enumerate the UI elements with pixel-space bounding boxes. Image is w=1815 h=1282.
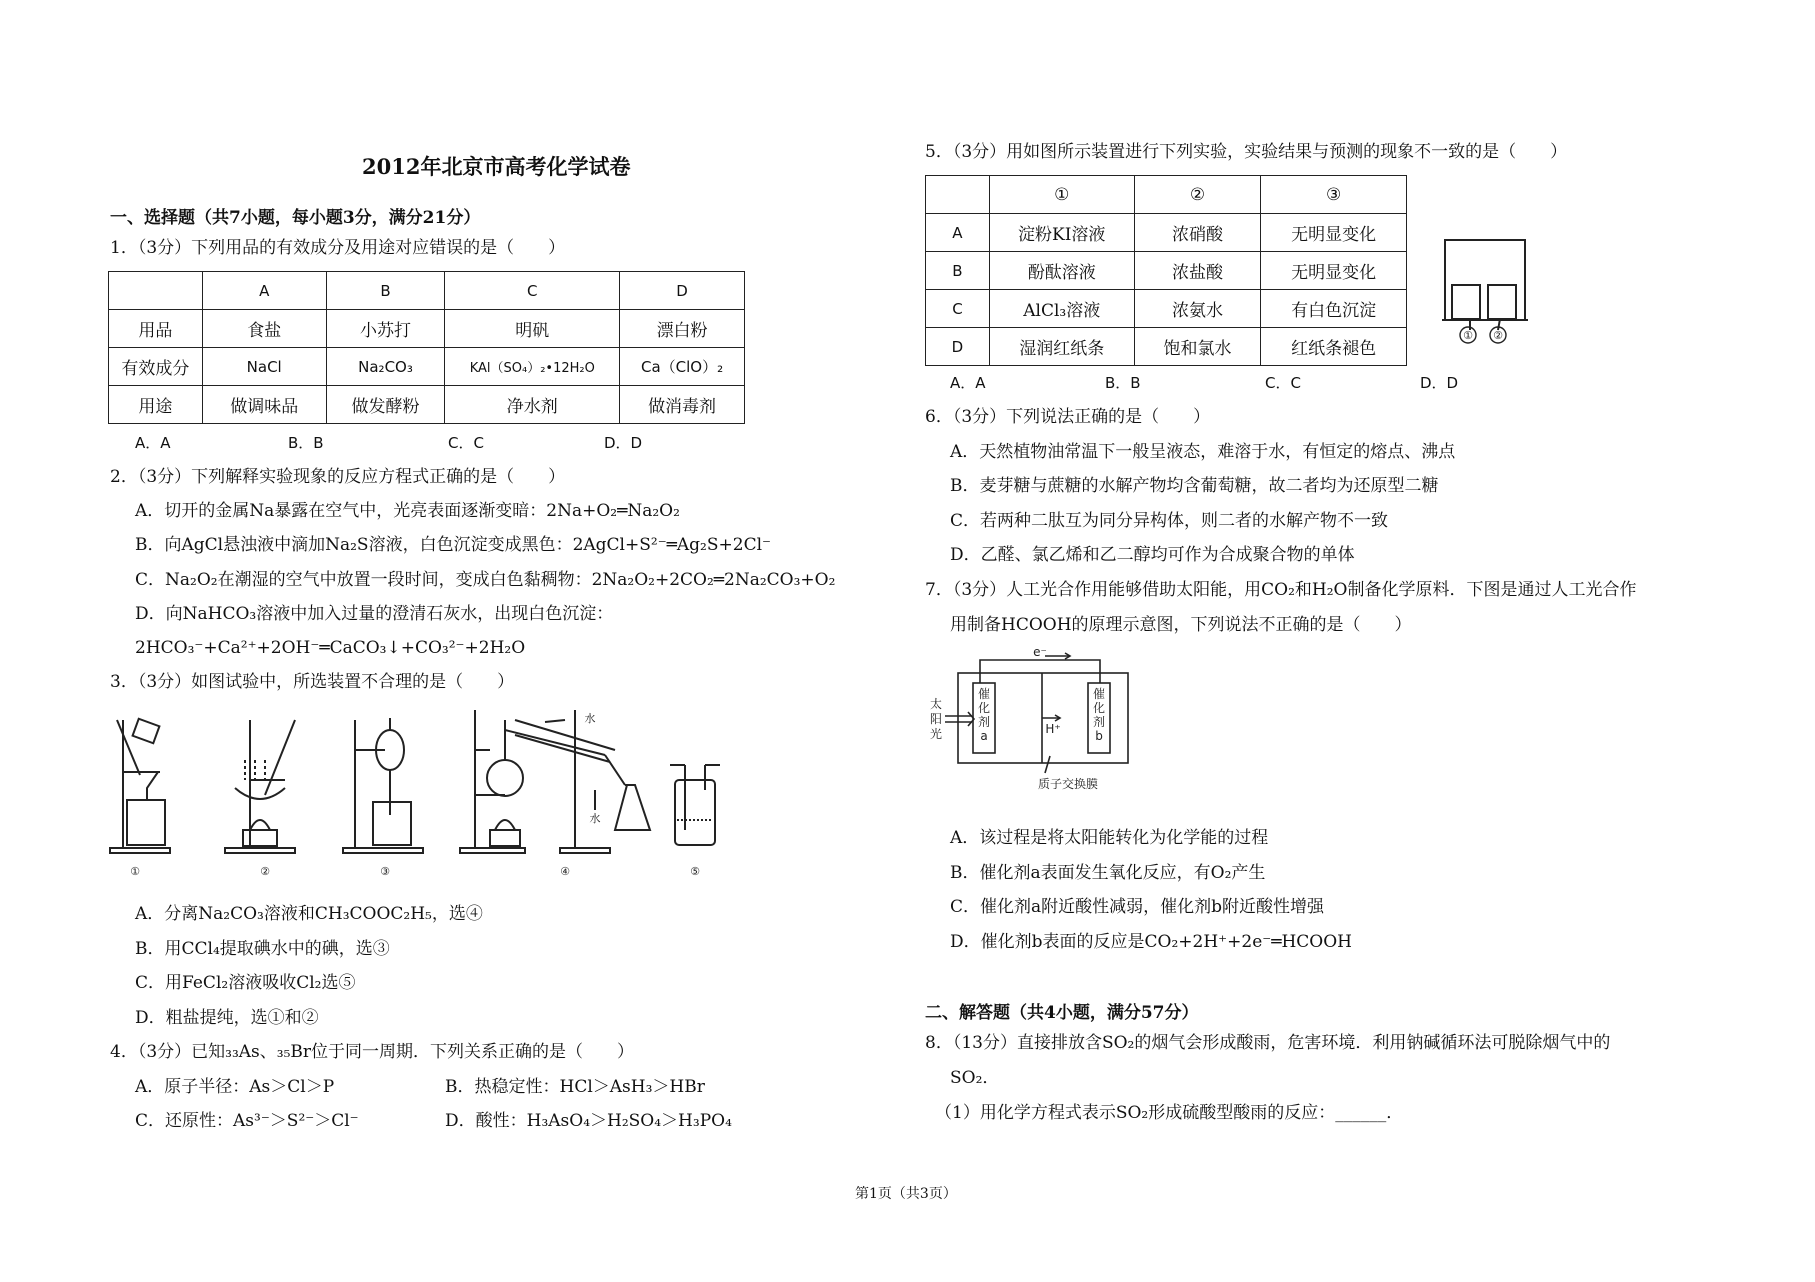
table-cell: D bbox=[620, 272, 745, 310]
catalyst-a-char: a bbox=[980, 729, 988, 743]
q5-option-d: D．D bbox=[1420, 374, 1459, 392]
beaker-label-1: ① bbox=[1463, 329, 1473, 342]
apparatus-label-3: ③ bbox=[380, 865, 390, 878]
q5-apparatus-figure bbox=[1440, 235, 1530, 350]
table-cell: ① bbox=[989, 176, 1134, 214]
q2-option-d: D．向NaHCO₃溶液中加入过量的澄清石灰水，出现白色沉淀： bbox=[135, 604, 614, 624]
catalyst-b-char: 化 bbox=[1092, 701, 1106, 715]
table-cell: 漂白粉 bbox=[620, 310, 745, 348]
apparatus-gas-washing-bottle bbox=[670, 765, 720, 845]
catalyst-a-char: 催 bbox=[977, 687, 991, 701]
q2-option-c: C．Na₂O₂在潮湿的空气中放置一段时间，变成白色黏稠物：2Na₂O₂+2CO₂═2Na₂CO₃+O₂ bbox=[135, 570, 836, 590]
q6-option-a: A．天然植物油常温下一般呈液态，难溶于水，有恒定的熔点、沸点 bbox=[950, 442, 1456, 462]
catalyst-b-char: 剂 bbox=[1092, 715, 1106, 729]
q1-option-c: C．C bbox=[448, 434, 484, 452]
q7-stem-line1: 7．（3分）人工光合作用能够借助太阳能，用CO₂和H₂O制备化学原料．下图是通过人工光合作 bbox=[925, 580, 1637, 600]
q5-option-b: B．B bbox=[1105, 374, 1141, 392]
q1-option-a: A．A bbox=[135, 434, 171, 452]
table-cell: D bbox=[926, 328, 990, 366]
table-row bbox=[926, 328, 1407, 366]
sunlight-label-3: 光 bbox=[929, 727, 943, 741]
electron-label: e⁻ bbox=[1033, 648, 1047, 659]
table-cell: 食盐 bbox=[202, 310, 326, 348]
table-cell: 红纸条褪色 bbox=[1261, 328, 1407, 366]
q4-option-c: C．还原性：As³⁻＞S²⁻＞Cl⁻ bbox=[135, 1111, 359, 1131]
table-cell: C bbox=[445, 272, 620, 310]
table-cell bbox=[109, 272, 203, 310]
table-row bbox=[926, 214, 1407, 252]
section-1-heading: 一、选择题（共7小题，每小题3分，满分21分） bbox=[110, 208, 481, 228]
catalyst-b-char: 催 bbox=[1092, 687, 1106, 701]
apparatus-label-1: ① bbox=[130, 865, 140, 878]
table-cell: 小苏打 bbox=[326, 310, 445, 348]
table-cell: 酚酞溶液 bbox=[989, 252, 1134, 290]
table-cell: 净水剂 bbox=[445, 386, 620, 424]
apparatus-label-2: ② bbox=[260, 865, 270, 878]
table-cell: Ca（ClO）₂ bbox=[620, 348, 745, 386]
table-cell: Na₂CO₃ bbox=[326, 348, 445, 386]
page-footer: 第1页（共3页） bbox=[855, 1186, 957, 1202]
apparatus-label-4: ④ bbox=[560, 865, 570, 878]
q7-photosynthesis-figure bbox=[920, 648, 1140, 798]
membrane-label: 质子交换膜 bbox=[1037, 777, 1099, 791]
q8-stem-line2: SO₂． bbox=[950, 1068, 1000, 1088]
water-out-label: 水 bbox=[584, 712, 596, 725]
q1-option-d: D．D bbox=[604, 434, 643, 452]
table-cell: A bbox=[926, 214, 990, 252]
q6-option-b: B．麦芽糖与蔗糖的水解产物均含葡萄糖，故二者均为还原型二糖 bbox=[950, 476, 1439, 496]
q7-option-a: A．该过程是将太阳能转化为化学能的过程 bbox=[950, 828, 1269, 848]
section-2-heading: 二、解答题（共4小题，满分57分） bbox=[925, 1003, 1199, 1023]
apparatus-separatory-funnel bbox=[343, 718, 423, 853]
table-cell: ② bbox=[1134, 176, 1261, 214]
catalyst-b-char: b bbox=[1095, 729, 1103, 743]
table-cell: 有白色沉淀 bbox=[1261, 290, 1407, 328]
table-cell: 用途 bbox=[109, 386, 203, 424]
q2-option-b: B．向AgCl悬浊液中滴加Na₂S溶液，白色沉淀变成黑色：2AgCl+S²⁻═Ag₂S+2Cl⁻ bbox=[135, 535, 771, 555]
q5-table bbox=[925, 175, 1407, 366]
q7-stem-line2: 用制备HCOOH的原理示意图，下列说法不正确的是（ ） bbox=[950, 615, 1412, 635]
apparatus-distillation bbox=[460, 710, 650, 853]
table-cell: KAl（SO₄）₂•12H₂O bbox=[445, 348, 620, 386]
apparatus-evaporation bbox=[225, 720, 295, 853]
table-cell: 用品 bbox=[109, 310, 203, 348]
q3-apparatus-figure bbox=[105, 700, 755, 885]
table-cell: A bbox=[202, 272, 326, 310]
table-cell: 淀粉KI溶液 bbox=[989, 214, 1134, 252]
q2-stem: 2．（3分）下列解释实验现象的反应方程式正确的是（ ） bbox=[110, 467, 566, 487]
table-cell: ③ bbox=[1261, 176, 1407, 214]
table-cell: 饱和氯水 bbox=[1134, 328, 1261, 366]
q8-subquestion-1: （1）用化学方程式表示SO₂形成硫酸型酸雨的反应：______． bbox=[935, 1103, 1404, 1123]
table-cell bbox=[926, 176, 990, 214]
table-cell: 浓硝酸 bbox=[1134, 214, 1261, 252]
table-header-row bbox=[926, 176, 1407, 214]
q4-option-a: A．原子半径：As＞Cl＞P bbox=[135, 1077, 335, 1097]
table-row bbox=[109, 348, 745, 386]
water-in-label: 水 bbox=[589, 812, 601, 825]
table-cell: 浓氨水 bbox=[1134, 290, 1261, 328]
table-cell: 做调味品 bbox=[202, 386, 326, 424]
table-cell: 湿润红纸条 bbox=[989, 328, 1134, 366]
apparatus-label-5: ⑤ bbox=[690, 865, 700, 878]
beaker-label-2: ② bbox=[1493, 329, 1503, 342]
q3-option-b: B．用CCl₄提取碘水中的碘，选③ bbox=[135, 939, 390, 959]
catalyst-a-char: 化 bbox=[977, 701, 991, 715]
table-cell: 做消毒剂 bbox=[620, 386, 745, 424]
q3-option-c: C．用FeCl₂溶液吸收Cl₂选⑤ bbox=[135, 973, 356, 993]
table-header-row bbox=[109, 272, 745, 310]
q1-option-b: B．B bbox=[288, 434, 324, 452]
q6-option-d: D．乙醛、氯乙烯和乙二醇均可作为合成聚合物的单体 bbox=[950, 545, 1355, 565]
q1-table bbox=[108, 271, 745, 424]
table-cell: 无明显变化 bbox=[1261, 214, 1407, 252]
q2-option-a: A．切开的金属Na暴露在空气中，光亮表面逐渐变暗：2Na+O₂═Na₂O₂ bbox=[135, 501, 680, 521]
table-cell: B bbox=[926, 252, 990, 290]
table-cell: 有效成分 bbox=[109, 348, 203, 386]
table-cell: 无明显变化 bbox=[1261, 252, 1407, 290]
q5-stem: 5．（3分）用如图所示装置进行下列实验，实验结果与预测的现象不一致的是（ ） bbox=[925, 142, 1568, 162]
table-cell: 浓盐酸 bbox=[1134, 252, 1261, 290]
table-cell: 做发酵粉 bbox=[326, 386, 445, 424]
q1-stem: 1．（3分）下列用品的有效成分及用途对应错误的是（ ） bbox=[110, 238, 566, 258]
q5-option-c: C．C bbox=[1265, 374, 1301, 392]
q6-option-c: C．若两种二肽互为同分异构体，则二者的水解产物不一致 bbox=[950, 511, 1389, 531]
q6-stem: 6．（3分）下列说法正确的是（ ） bbox=[925, 407, 1211, 427]
sunlight-label-1: 太 bbox=[929, 697, 943, 711]
table-cell: AlCl₃溶液 bbox=[989, 290, 1134, 328]
q3-option-a: A．分离Na₂CO₃溶液和CH₃COOC₂H₅，选④ bbox=[135, 904, 483, 924]
apparatus-filtration bbox=[110, 719, 170, 853]
q3-stem: 3．（3分）如图试验中，所选装置不合理的是（ ） bbox=[110, 672, 515, 692]
sunlight-label-2: 阳 bbox=[929, 712, 943, 726]
table-cell: C bbox=[926, 290, 990, 328]
page-title: 2012年北京市高考化学试卷 bbox=[362, 154, 631, 179]
table-row bbox=[926, 252, 1407, 290]
table-row bbox=[109, 386, 745, 424]
q7-option-d: D．催化剂b表面的反应是CO₂+2H⁺+2e⁻═HCOOH bbox=[950, 932, 1352, 952]
table-cell: 明矾 bbox=[445, 310, 620, 348]
table-cell: B bbox=[326, 272, 445, 310]
table-cell: NaCl bbox=[202, 348, 326, 386]
table-row bbox=[109, 310, 745, 348]
q2-option-d-equation: 2HCO₃⁻+Ca²⁺+2OH⁻═CaCO₃↓+CO₃²⁻+2H₂O bbox=[135, 638, 526, 658]
q3-option-d: D．粗盐提纯，选①和② bbox=[135, 1008, 319, 1028]
q4-stem: 4．（3分）已知₃₃As、₃₅Br位于同一周期．下列关系正确的是（ ） bbox=[110, 1042, 635, 1062]
q5-option-a: A．A bbox=[950, 374, 986, 392]
q4-option-b: B．热稳定性：HCl＞AsH₃＞HBr bbox=[445, 1077, 705, 1097]
q7-option-c: C．催化剂a附近酸性减弱，催化剂b附近酸性增强 bbox=[950, 897, 1325, 917]
proton-label: H⁺ bbox=[1045, 722, 1061, 736]
q8-stem-line1: 8．（13分）直接排放含SO₂的烟气会形成酸雨，危害环境．利用钠碱循环法可脱除烟气中的 bbox=[925, 1033, 1611, 1053]
q4-option-d: D．酸性：H₃AsO₄＞H₂SO₄＞H₃PO₄ bbox=[445, 1111, 732, 1131]
table-row bbox=[926, 290, 1407, 328]
q7-option-b: B．催化剂a表面发生氧化反应，有O₂产生 bbox=[950, 863, 1266, 883]
catalyst-a-char: 剂 bbox=[977, 715, 991, 729]
